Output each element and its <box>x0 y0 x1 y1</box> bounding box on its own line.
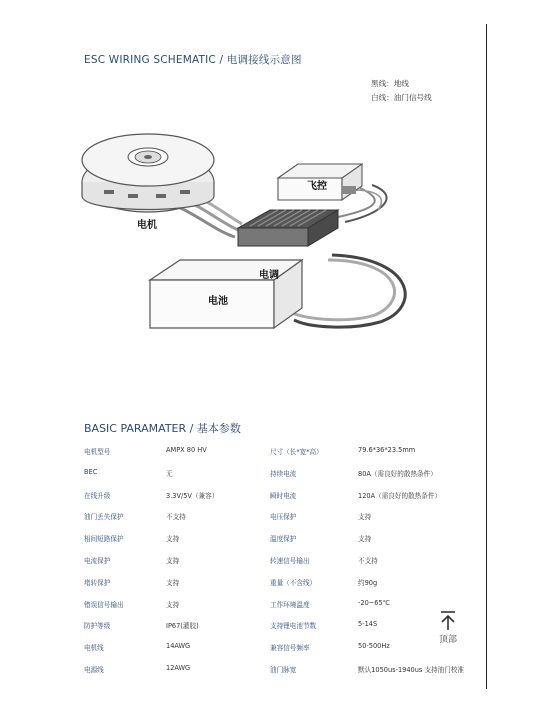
param-value: 不支持 <box>166 513 186 522</box>
param-value: 默认1050us-1940us 支持油门校准 <box>358 665 465 674</box>
table-row <box>84 620 484 642</box>
motor-label: 电机 <box>137 220 157 231</box>
param-value: -20~65℃ <box>358 598 391 607</box>
param-value: IP67(灌胶) <box>166 622 199 631</box>
legend-white-wire: 白线：油门信号线 <box>371 93 432 102</box>
param-name: 电机型号 <box>84 448 111 456</box>
param-value: 80A（需良好的散热条件） <box>358 469 437 478</box>
param-name: 错误信号输出 <box>84 600 124 609</box>
param-value: 约90g <box>358 578 378 587</box>
param-name: 温度保护 <box>270 535 297 544</box>
table-row <box>84 446 484 468</box>
page-edge-line <box>486 24 487 689</box>
param-name: 电机线 <box>84 644 104 653</box>
table-row <box>84 642 484 664</box>
param-value: 3.3V/5V（兼容） <box>166 491 219 500</box>
param-value: 支持 <box>166 600 180 609</box>
back-to-top-label: 顶部 <box>438 635 457 645</box>
param-value: 支持 <box>166 556 180 565</box>
param-name: 支持锂电池节数 <box>270 622 317 631</box>
param-name: 电源线 <box>84 665 104 674</box>
param-value: 无 <box>166 469 173 478</box>
param-name: 工作环境温度 <box>270 600 310 609</box>
param-value: 120A（需良好的散热条件） <box>358 491 442 500</box>
esc-graphic <box>238 210 338 246</box>
param-value: 12AWG <box>166 663 191 672</box>
table-row <box>84 468 484 490</box>
param-name: 防护等级 <box>84 622 111 631</box>
param-name: 油门丢失保护 <box>84 513 124 522</box>
param-name: 持续电流 <box>270 469 297 478</box>
param-value: 不支持 <box>358 556 378 565</box>
table-row <box>84 577 484 599</box>
params-table <box>84 446 484 686</box>
param-name: 在线升级 <box>84 491 111 500</box>
table-row <box>84 511 484 533</box>
motor-graphic <box>82 134 214 212</box>
param-name: 重量（不含线） <box>270 578 317 587</box>
battery-label: 电池 <box>208 296 228 307</box>
param-value: 支持 <box>358 513 372 522</box>
legend-black-wire: 黑线：地线 <box>371 79 409 88</box>
wiring-diagram <box>70 110 470 350</box>
param-name: 相间短路保护 <box>84 535 124 544</box>
esc-label: 电调 <box>259 270 279 281</box>
table-row <box>84 533 484 555</box>
param-value: 5-14S <box>358 620 378 629</box>
param-name: 转速信号输出 <box>270 556 310 565</box>
param-value: 14AWG <box>166 642 191 651</box>
table-row <box>84 599 484 621</box>
param-name: 瞬时电流 <box>270 491 297 500</box>
params-title: BASIC PARAMATER / 基本参数 <box>84 422 241 435</box>
arrow-up-to-line-icon <box>431 609 465 631</box>
param-value: 支持 <box>358 535 372 544</box>
table-row <box>84 664 484 686</box>
param-name: 兼容信号频率 <box>270 644 310 653</box>
table-row <box>84 490 484 512</box>
param-name: 电压保护 <box>270 513 297 522</box>
wiring-diagram-svg <box>70 110 470 350</box>
param-value: 79.6*36*23.5mm <box>358 446 416 454</box>
wire-legend <box>371 77 432 105</box>
param-value: 支持 <box>166 535 180 544</box>
schematic-title: ESC WIRING SCHEMATIC / 电调接线示意图 <box>84 54 302 66</box>
table-row <box>84 555 484 577</box>
param-name: 电流保护 <box>84 556 111 565</box>
param-value: 50-500Hz <box>358 642 390 651</box>
power-wire-positive <box>292 260 395 320</box>
back-to-top-button[interactable] <box>431 609 465 647</box>
flight-controller-label: 飞控 <box>307 181 327 192</box>
param-value: AMPX 80 HV <box>166 446 207 454</box>
param-value: 支持 <box>166 578 180 587</box>
param-name: BEC <box>84 467 98 476</box>
param-name: 油门脉宽 <box>270 665 297 674</box>
param-name: 堵转保护 <box>84 578 111 587</box>
param-name: 尺寸（长*宽*高） <box>270 448 323 456</box>
